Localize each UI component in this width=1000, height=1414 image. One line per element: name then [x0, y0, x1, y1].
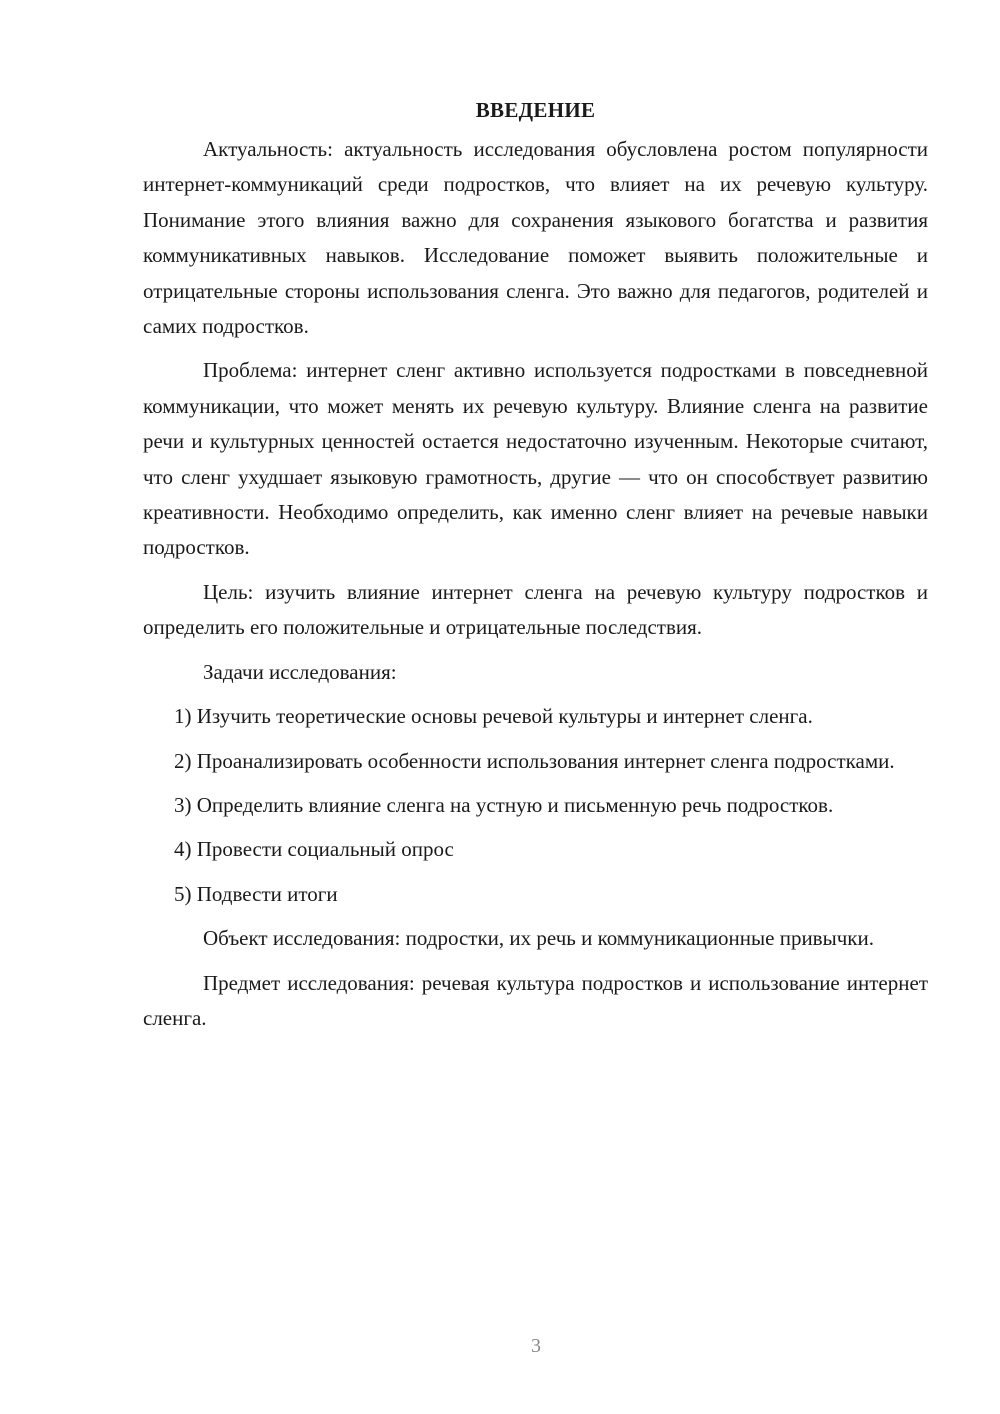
task-item-4: 4) Провести социальный опрос	[174, 837, 454, 862]
task-item-5: 5) Подвести итоги	[174, 881, 338, 906]
paragraph-problem: Проблема: интернет сленг активно используется подростками в повседневной коммуникации, что может менять их речевую культуру. Влияние сленга на развитие речи и культурных ценностей остается недостаточно изученным. Некоторые считают, что сленг ухудшает языковую грамотность, другие — что он способствует развитию креативности. Необходимо определить, как именно сленг влияет на речевые навыки подростков.	[143, 358, 928, 560]
tasks-heading: Задачи исследования:	[203, 659, 397, 684]
page-content	[143, 92, 928, 1045]
paragraph-subject: Предмет исследования: речевая культура подростков и использование интернет сленга.	[143, 970, 928, 1030]
paragraph-goal: Цель: изучить влияние интернет сленга на речевую культуру подростков и определить его положительные и отрицательные последствия.	[143, 579, 928, 640]
task-item-2: 2) Проанализировать особенности использования интернет сленга подростками.	[174, 748, 895, 773]
task-item-1: 1) Изучить теоретические основы речевой культуры и интернет сленга.	[174, 704, 813, 729]
task-item-3: 3) Определить влияние сленга на устную и письменную речь подростков.	[174, 792, 834, 817]
section-title: ВВЕДЕНИЕ	[475, 98, 596, 122]
paragraph-relevance: Актуальность: актуальность исследования обусловлена ростом популярности интернет-коммуникаций среди подростков, что влияет на их речевую культуру. Понимание этого влияния важно для сохранения языкового богатства и развития коммуникативных навыков. Исследование поможет выявить положительные и отрицательные стороны использования сленга. Это важно для педагогов, родителей и самих подростков.	[143, 137, 928, 339]
paragraph-object: Объект исследования: подростки, их речь и коммуникационные привычки.	[203, 926, 874, 951]
page-number: 3	[531, 1335, 541, 1357]
